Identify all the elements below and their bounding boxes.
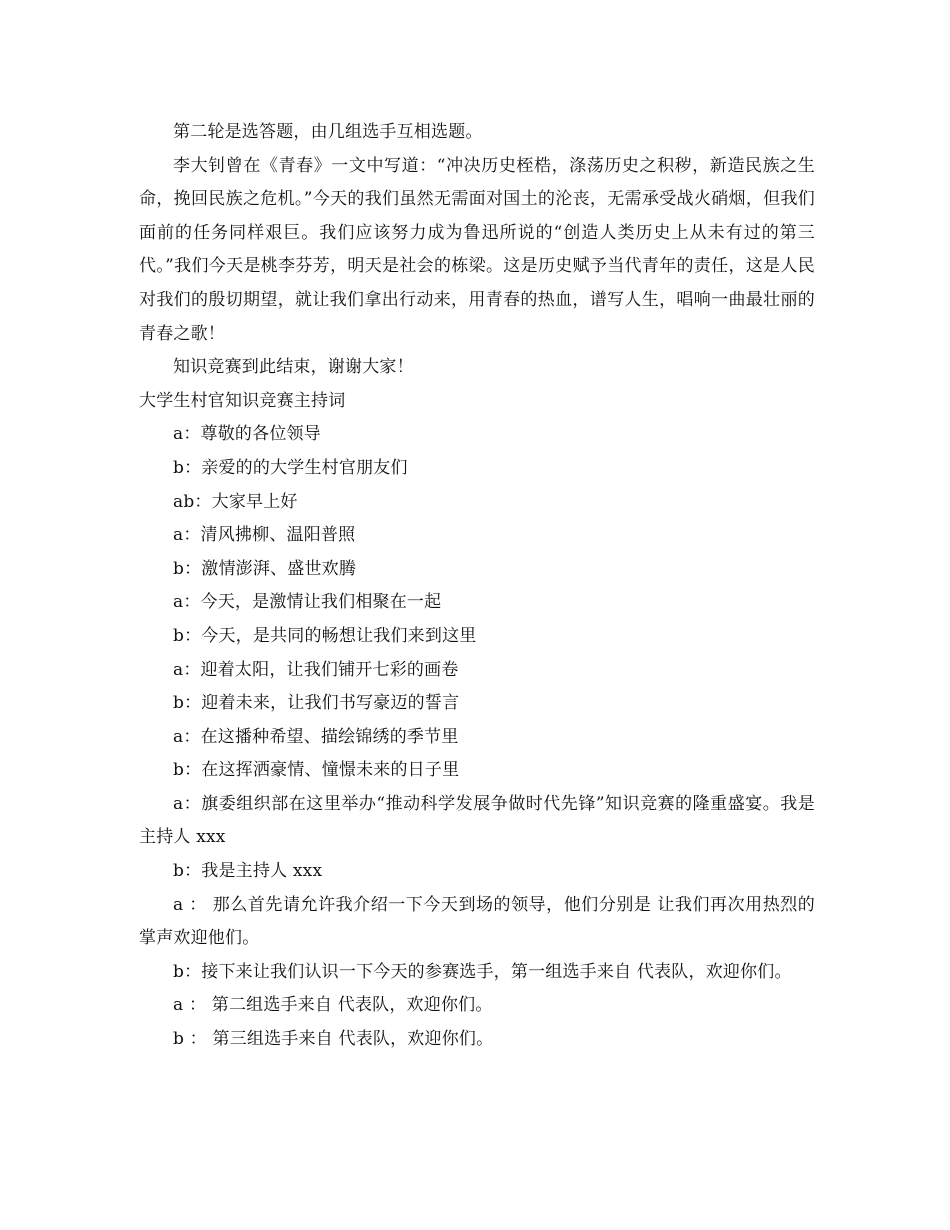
dialogue-line: a：清风拂柳、温阳普照 — [173, 525, 356, 546]
dialogue-line: b ： 第三组选手来自 代表队，欢迎你们。 — [173, 1029, 494, 1050]
dialogue-line: b：在这挥洒豪情、憧憬未来的日子里 — [173, 760, 460, 781]
section-title: 大学生村官知识竞赛主持词 — [139, 390, 346, 411]
dialogue-line: a：今天，是激情让我们相聚在一起 — [173, 592, 442, 613]
dialogue-line: b：今天，是共同的畅想让我们来到这里 — [173, 625, 477, 646]
dialogue-line: b：亲爱的的大学生村官朋友们 — [173, 457, 408, 478]
paragraph-li-dazhao-quote: 李大钊曾在《青春》一文中写道：“冲决历史桎梏，涤荡历史之积秽，新造民族之生命，挽回民族之危机。”今天的我们虽然无需面对国土的沦丧，无需承受战火硝烟，但我们面前的任务同样艰巨。我们应该努力成为鲁迅所说的“创造人类历史上从未有过的第三代。”我们今天是桃李芬芳，明天是社会的栋梁。这是历史赋予当代青年的责任，这是人民对我们的殷切期望，就让我们拿出行动来，用青春的热血，谱写人生，唱响一曲最壮丽的青春之歌！ — [139, 155, 815, 344]
dialogue-line: ab：大家早上好 — [173, 491, 298, 512]
dialogue-line: a ： 那么首先请允许我介绍一下今天到场的领导，他们分别是 让我们再次用热烈的掌声欢迎他们。 — [139, 894, 815, 949]
dialogue-line: b：激情澎湃、盛世欢腾 — [173, 558, 357, 579]
dialogue-line: a：旗委组织部在这里举办“推动科学发展争做时代先锋”知识竞赛的隆重盛宴。我是主持人 xxx — [139, 793, 815, 848]
dialogue-line: a：在这播种希望、描绘锦绣的季节里 — [173, 726, 459, 747]
dialogue-line: b：迎着未来，让我们书写豪迈的誓言 — [173, 693, 460, 714]
dialogue-line: a ： 第二组选手来自 代表队，欢迎你们。 — [173, 995, 493, 1016]
document-body — [139, 116, 815, 1057]
paragraph-round-two: 第二轮是选答题，由几组选手互相选题。 — [173, 122, 483, 142]
dialogue-line: a：尊敬的各位领导 — [173, 424, 321, 445]
paragraph-closing: 知识竞赛到此结束，谢谢大家！ — [173, 357, 414, 378]
dialogue-line: b：我是主持人 xxx — [173, 861, 323, 882]
dialogue-line: b：接下来让我们认识一下今天的参赛选手，第一组选手来自 代表队，欢迎你们。 — [173, 961, 792, 982]
dialogue-line: a：迎着太阳，让我们铺开七彩的画卷 — [173, 659, 459, 680]
